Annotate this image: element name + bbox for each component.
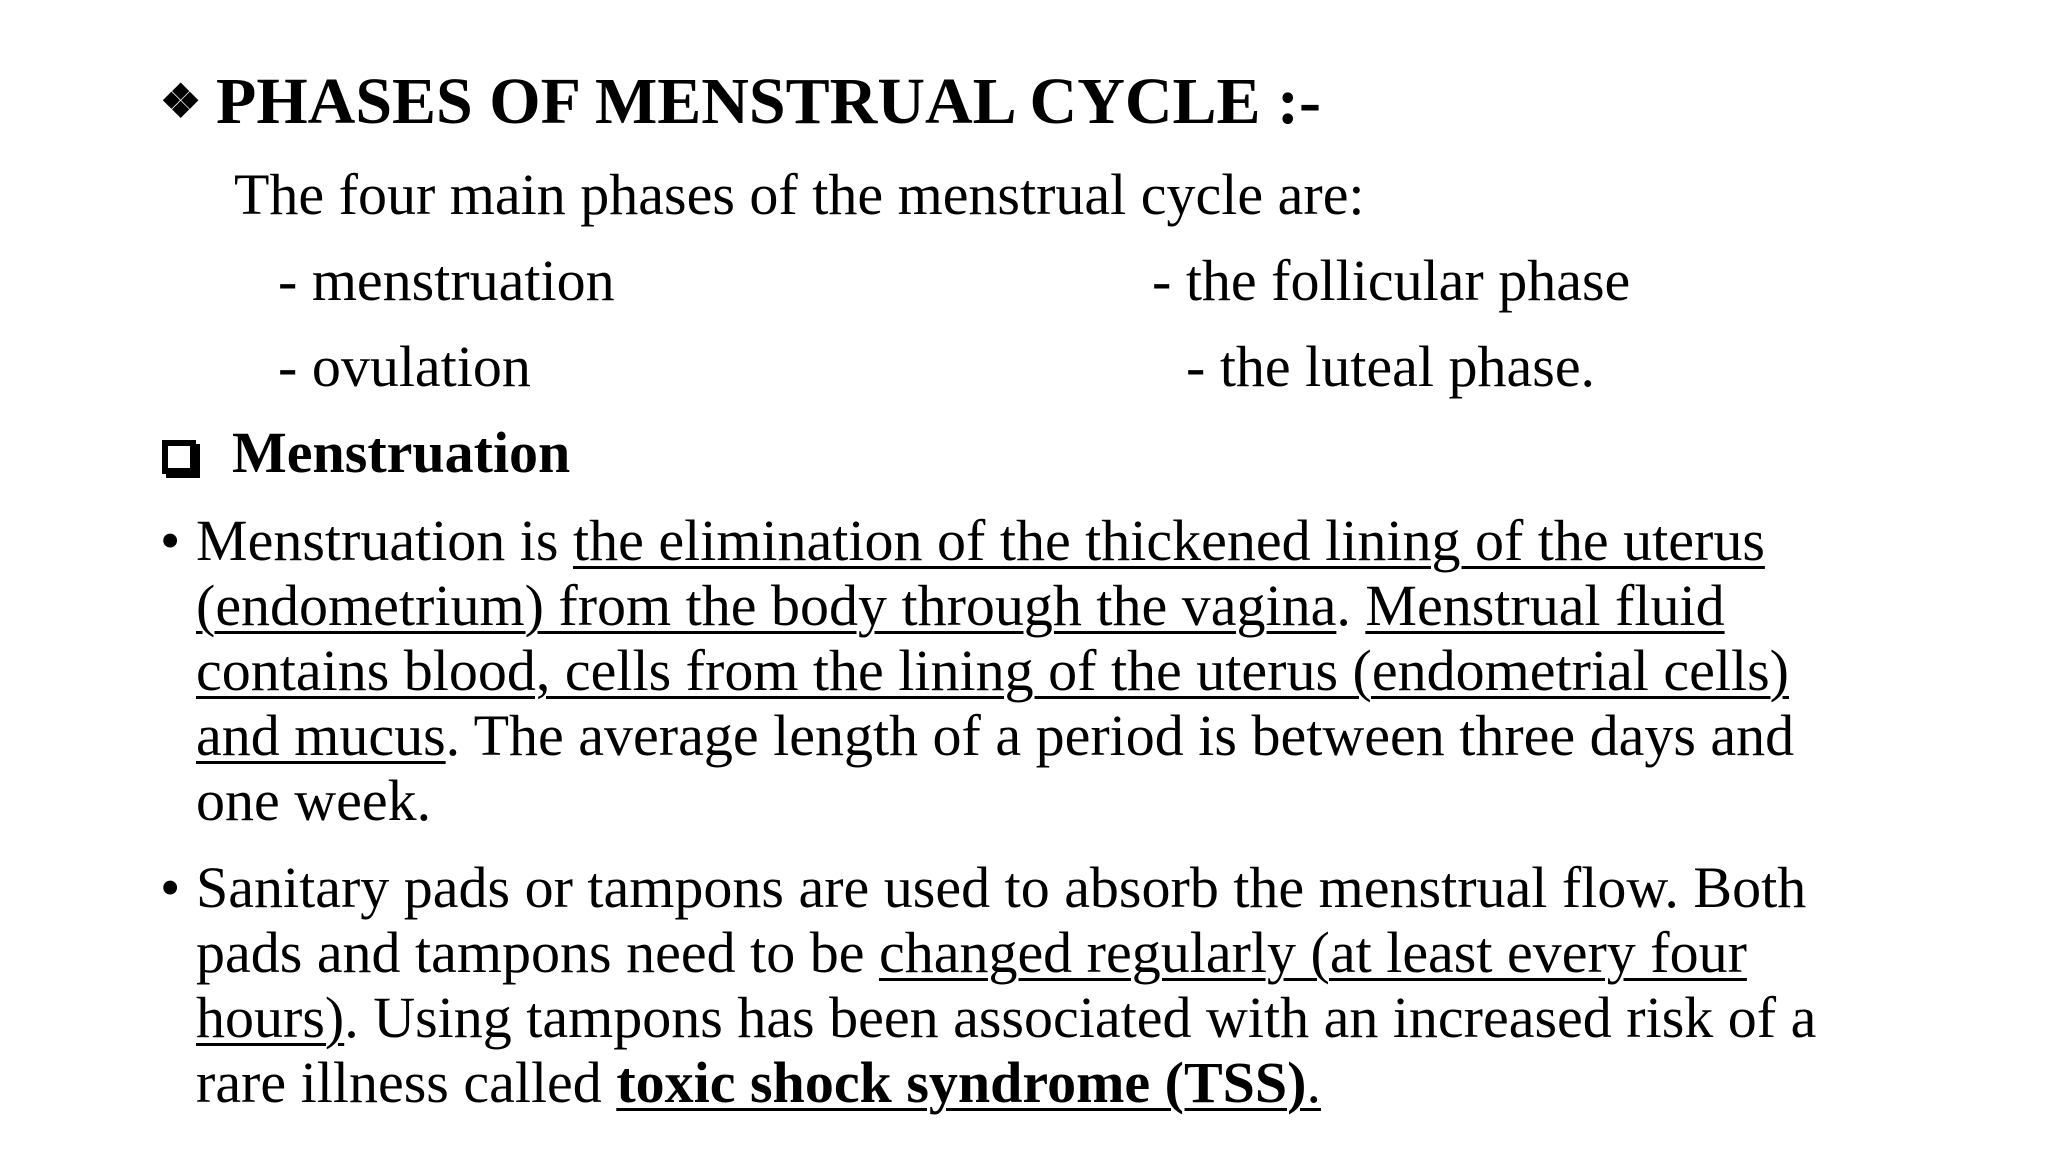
text-line: [196, 920, 2036, 985]
text-run: .: [1336, 573, 1366, 638]
text-run: pads and tampons need to be: [196, 920, 879, 985]
bullet-dot-icon: •: [160, 855, 181, 920]
text-line: [196, 638, 2036, 703]
diamond-bullet-icon: ❖: [160, 76, 202, 127]
slide-title: [160, 62, 1321, 142]
underlined-text: (endometrium) from the body through the vagina: [196, 573, 1337, 638]
bullet-dot-icon: •: [160, 508, 181, 573]
text-line: [196, 985, 2036, 1050]
text-line: [196, 508, 2036, 573]
phase-item: - menstruation: [278, 248, 615, 313]
underlined-text: and mucus: [196, 703, 446, 768]
text-line: [196, 573, 2036, 638]
text-run: rare illness called: [196, 1050, 617, 1115]
text-run: . The average length of a period is between three days and: [445, 703, 1795, 768]
underlined-text: changed regularly (at least every four: [878, 920, 1747, 985]
text-run: Sanitary pads or tampons are used to absorb the menstrual flow. Both: [196, 855, 1807, 920]
text-line: [196, 768, 2036, 833]
underlined-text: the elimination of the thickened lining of the uterus: [572, 508, 1765, 573]
bullet-text: [196, 508, 2036, 833]
text-line: [196, 703, 2036, 768]
text-run: Menstruation is: [196, 508, 573, 573]
text-line: [196, 855, 2036, 920]
section-heading-text: Menstruation: [232, 420, 571, 485]
phase-item: - the follicular phase: [1152, 248, 1631, 313]
underlined-text: hours): [196, 985, 345, 1050]
text-run: one week.: [196, 768, 432, 833]
text-run: . Using tampons has been associated with an increased risk of a: [344, 985, 1817, 1050]
underlined-text: contains blood, cells from the lining of the uterus (endometrial cells): [196, 638, 1789, 703]
intro-text: The four main phases of the menstrual cycle are:: [234, 162, 1365, 227]
phase-item: - the luteal phase.: [1186, 334, 1596, 399]
slide-title-text: PHASES OF MENSTRUAL CYCLE :-: [216, 65, 1322, 138]
section-heading: [160, 418, 570, 488]
bold-underlined-text: toxic shock syndrome (TSS): [616, 1050, 1307, 1115]
underlined-text: .: [1306, 1050, 1321, 1115]
phase-item: - ovulation: [278, 334, 531, 399]
checkbox-icon: [162, 440, 196, 474]
bullet-text: [196, 855, 2036, 1115]
text-line: [196, 1050, 2036, 1115]
underlined-text: Menstrual fluid: [1365, 573, 1725, 638]
